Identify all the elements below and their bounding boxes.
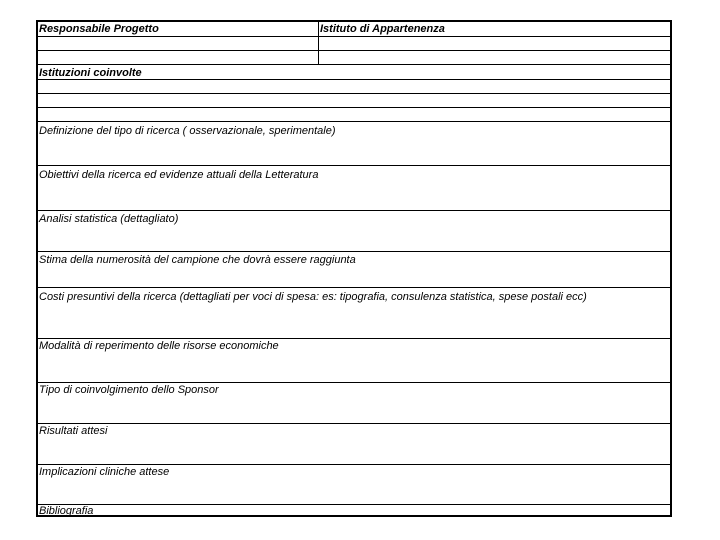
section-label: Costi presuntivi della ricerca (dettagliati per voci di spesa: es: tipografia, consulenza statistica, spese postali ecc) [39,291,587,303]
istituzioni-input-row-2[interactable] [38,93,670,107]
section-stima-numerosita[interactable] [38,251,670,287]
section-label: Modalità di reperimento delle risorse economiche [39,340,279,352]
section-label: Risultati attesi [39,425,108,437]
responsabile-progetto-label: Responsabile Progetto [39,23,159,35]
section-reperimento-risorse[interactable] [38,338,670,382]
section-implicazioni-cliniche[interactable] [38,464,670,504]
header-input-row-1[interactable] [38,36,670,50]
section-analisi-statistica[interactable] [38,210,670,251]
project-form-table [36,20,672,517]
istituzioni-input-row-3[interactable] [38,107,670,121]
section-sponsor[interactable] [38,382,670,423]
istituzioni-input-row-1[interactable] [38,79,670,93]
section-label: Tipo di coinvolgimento dello Sponsor [39,384,219,396]
section-label: Obiettivi della ricerca ed evidenze attuali della Letteratura [39,169,319,181]
istituzioni-row [38,64,670,79]
section-risultati-attesi[interactable] [38,423,670,464]
header-input-row-2[interactable] [38,50,670,64]
section-costi[interactable] [38,287,670,338]
istituto-appartenenza-label: Istituto di Appartenenza [320,23,445,35]
section-tipo-ricerca[interactable] [38,121,670,165]
section-obiettivi[interactable] [38,165,670,210]
istituzioni-coinvolte-label: Istituzioni coinvolte [39,67,142,79]
section-label: Definizione del tipo di ricerca ( osservazionale, sperimentale) [39,125,336,137]
header-column-divider [318,22,319,64]
section-label: Stima della numerosità del campione che dovrà essere raggiunta [39,254,356,266]
section-label: Bibliografia [39,505,94,517]
section-bibliografia[interactable] [38,504,670,517]
section-label: Analisi statistica (dettagliato) [39,213,179,225]
section-label: Implicazioni cliniche attese [39,466,170,478]
header-row [38,22,670,36]
